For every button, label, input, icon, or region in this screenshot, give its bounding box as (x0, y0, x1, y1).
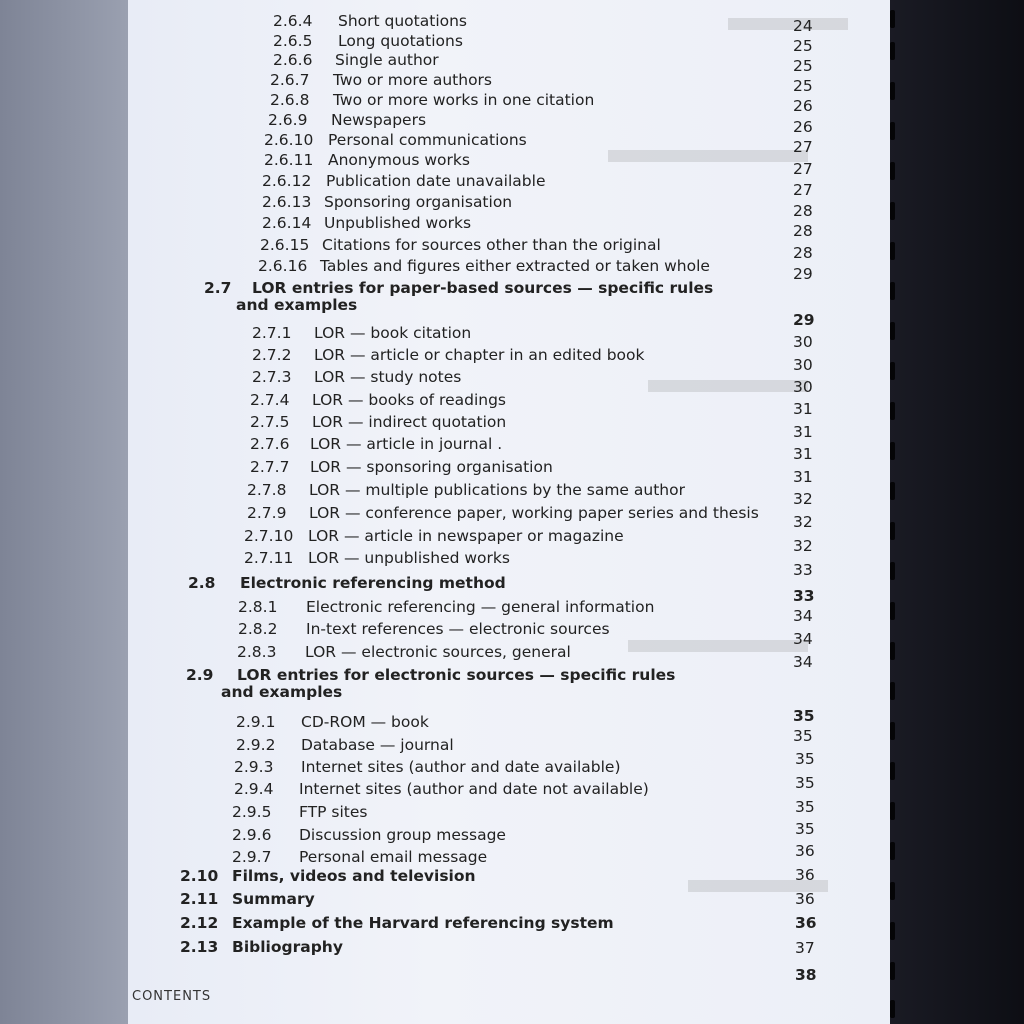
section-number: 2.6.6 (273, 51, 313, 69)
section-title: LOR — conference paper, working paper series and thesis (309, 504, 759, 522)
section-number: 2.6.12 (262, 172, 312, 190)
section-number: 2.13 (180, 938, 219, 956)
binding-ring (890, 442, 895, 460)
page-number: 36 (795, 914, 817, 932)
section-title-continued: and examples (236, 296, 358, 314)
section-title: Discussion group message (299, 826, 506, 844)
section-title: Electronic referencing — general information (306, 598, 655, 616)
binding-ring (890, 842, 895, 860)
binding-ring (890, 762, 895, 780)
page-number: 29 (793, 265, 813, 283)
page-number: 26 (793, 97, 813, 115)
section-title: Two or more works in one citation (333, 91, 595, 109)
section-title: Personal email message (299, 848, 488, 866)
section-number: 2.6.16 (258, 257, 308, 275)
section-number: 2.7.4 (250, 391, 290, 409)
section-number: 2.7.5 (250, 413, 290, 431)
section-title: Tables and figures either extracted or taken whole (320, 257, 710, 275)
page-number: 33 (793, 587, 815, 605)
page-number: 32 (793, 537, 813, 555)
section-number: 2.7.3 (252, 368, 292, 386)
section-number: 2.7.9 (247, 504, 287, 522)
page-number: 25 (793, 37, 813, 55)
section-title: Internet sites (author and date available) (301, 758, 621, 776)
binding-ring (890, 722, 895, 740)
section-number: 2.6.15 (260, 236, 310, 254)
section-title: In-text references — electronic sources (306, 620, 610, 638)
section-title: Electronic referencing method (240, 574, 506, 592)
section-number: 2.6.5 (273, 32, 313, 50)
footer-label: CONTENTS (132, 989, 212, 1004)
section-number: 2.10 (180, 867, 219, 885)
contents-page (128, 0, 890, 1024)
page-number: 30 (793, 378, 813, 396)
binding-ring (890, 1000, 895, 1018)
page-number: 25 (793, 77, 813, 95)
section-title: Citations for sources other than the original (322, 236, 661, 254)
page-number: 27 (793, 160, 813, 178)
binding-ring (890, 922, 895, 940)
page-number: 31 (793, 423, 813, 441)
section-title: LOR — sponsoring organisation (310, 458, 553, 476)
binding-ring (890, 602, 895, 620)
page-number: 31 (793, 400, 813, 418)
binding-ring (890, 282, 895, 300)
section-number: 2.9.3 (234, 758, 274, 776)
section-number: 2.11 (180, 890, 219, 908)
section-title: Internet sites (author and date not available) (299, 780, 649, 798)
section-number: 2.6.11 (264, 151, 314, 169)
binding-ring (890, 82, 895, 100)
page-number: 34 (793, 653, 813, 671)
section-title: FTP sites (299, 803, 368, 821)
page-number: 35 (793, 707, 815, 725)
section-title: Short quotations (338, 12, 468, 30)
section-number: 2.7.1 (252, 324, 292, 342)
binding-ring (890, 522, 895, 540)
table-of-contents (128, 0, 890, 1024)
page-number: 30 (793, 356, 813, 374)
section-number: 2.7.2 (252, 346, 292, 364)
section-number: 2.7.8 (247, 481, 287, 499)
page-number: 36 (795, 842, 815, 860)
section-title: LOR — books of readings (312, 391, 507, 409)
section-number: 2.7.10 (244, 527, 294, 545)
binding-ring (890, 482, 895, 500)
section-title: Single author (335, 51, 439, 69)
section-title: Anonymous works (328, 151, 470, 169)
section-title: Two or more authors (333, 71, 493, 89)
binding-ring (890, 402, 895, 420)
page-number: 34 (793, 630, 813, 648)
page-number: 32 (793, 490, 813, 508)
section-number: 2.8.3 (237, 643, 277, 661)
section-number: 2.7.11 (244, 549, 294, 567)
section-title: LOR — electronic sources, general (305, 643, 571, 661)
page-number: 27 (793, 181, 813, 199)
section-number: 2.9 (186, 666, 214, 684)
binding-ring (890, 10, 895, 28)
binding-ring (890, 362, 895, 380)
section-title: LOR — article in newspaper or magazine (308, 527, 624, 545)
page-number: 35 (795, 820, 815, 838)
page-number: 35 (795, 798, 815, 816)
section-title: LOR — unpublished works (308, 549, 510, 567)
page-number: 36 (795, 866, 815, 884)
page-number: 26 (793, 118, 813, 136)
section-number: 2.6.14 (262, 214, 312, 232)
section-number: 2.12 (180, 914, 219, 932)
section-number: 2.9.7 (232, 848, 272, 866)
section-title: Example of the Harvard referencing system (232, 914, 614, 932)
background-left (0, 0, 128, 1024)
page-number: 24 (793, 17, 813, 35)
section-title: Database — journal (301, 736, 454, 754)
section-number: 2.7.7 (250, 458, 290, 476)
section-title-continued: and examples (221, 683, 343, 701)
page-number: 38 (795, 966, 817, 984)
section-title: LOR — study notes (314, 368, 462, 386)
binding-ring (890, 682, 895, 700)
binding-ring (890, 162, 895, 180)
section-number: 2.9.6 (232, 826, 272, 844)
section-number: 2.6.8 (270, 91, 310, 109)
page-number: 35 (793, 727, 813, 745)
section-title: Personal communications (328, 131, 527, 149)
section-title: LOR — book citation (314, 324, 472, 342)
binding-ring (890, 642, 895, 660)
page-number: 30 (793, 333, 813, 351)
section-number: 2.8.2 (238, 620, 278, 638)
binding-ring (890, 122, 895, 140)
binding-ring (890, 42, 895, 60)
page-number: 25 (793, 57, 813, 75)
page-number: 28 (793, 244, 813, 262)
section-number: 2.7 (204, 279, 232, 297)
binding-ring (890, 242, 895, 260)
section-number: 2.9.4 (234, 780, 274, 798)
section-title: Bibliography (232, 938, 343, 956)
binding-ring (890, 322, 895, 340)
page-number: 33 (793, 561, 813, 579)
section-title: CD-ROM — book (301, 713, 429, 731)
section-title: Newspapers (331, 111, 427, 129)
binding-ring (890, 962, 895, 980)
section-number: 2.9.2 (236, 736, 276, 754)
section-title: Films, videos and television (232, 867, 476, 885)
section-number: 2.9.1 (236, 713, 276, 731)
section-title: Summary (232, 890, 315, 908)
section-title: Sponsoring organisation (324, 193, 513, 211)
section-title: LOR — multiple publications by the same author (309, 481, 685, 499)
page-number: 31 (793, 468, 813, 486)
page-number: 35 (795, 774, 815, 792)
binding-ring (890, 882, 895, 900)
section-title: LOR — article in journal . (310, 435, 503, 453)
page-number: 29 (793, 311, 815, 329)
section-title: Long quotations (338, 32, 463, 50)
page-number: 28 (793, 202, 813, 220)
section-title: LOR — article or chapter in an edited book (314, 346, 645, 364)
section-title: Unpublished works (324, 214, 472, 232)
page-number: 32 (793, 513, 813, 531)
page-number: 27 (793, 138, 813, 156)
section-number: 2.6.9 (268, 111, 308, 129)
page-number: 28 (793, 222, 813, 240)
section-number: 2.7.6 (250, 435, 290, 453)
binder-cover (888, 0, 1024, 1024)
page-number: 37 (795, 939, 815, 957)
binding-ring (890, 562, 895, 580)
section-number: 2.6.10 (264, 131, 314, 149)
section-number: 2.6.4 (273, 12, 313, 30)
page-number: 31 (793, 445, 813, 463)
binding-ring (890, 202, 895, 220)
section-number: 2.6.13 (262, 193, 312, 211)
section-title: LOR — indirect quotation (312, 413, 507, 431)
page-number: 34 (793, 607, 813, 625)
section-number: 2.8 (188, 574, 216, 592)
section-title: LOR entries for paper-based sources — specific rules (252, 279, 714, 297)
section-title: Publication date unavailable (326, 172, 546, 190)
page-number: 35 (795, 750, 815, 768)
page-number: 36 (795, 890, 815, 908)
section-title: LOR entries for electronic sources — specific rules (237, 666, 676, 684)
section-number: 2.8.1 (238, 598, 278, 616)
binding-ring (890, 802, 895, 820)
section-number: 2.9.5 (232, 803, 272, 821)
section-number: 2.6.7 (270, 71, 310, 89)
